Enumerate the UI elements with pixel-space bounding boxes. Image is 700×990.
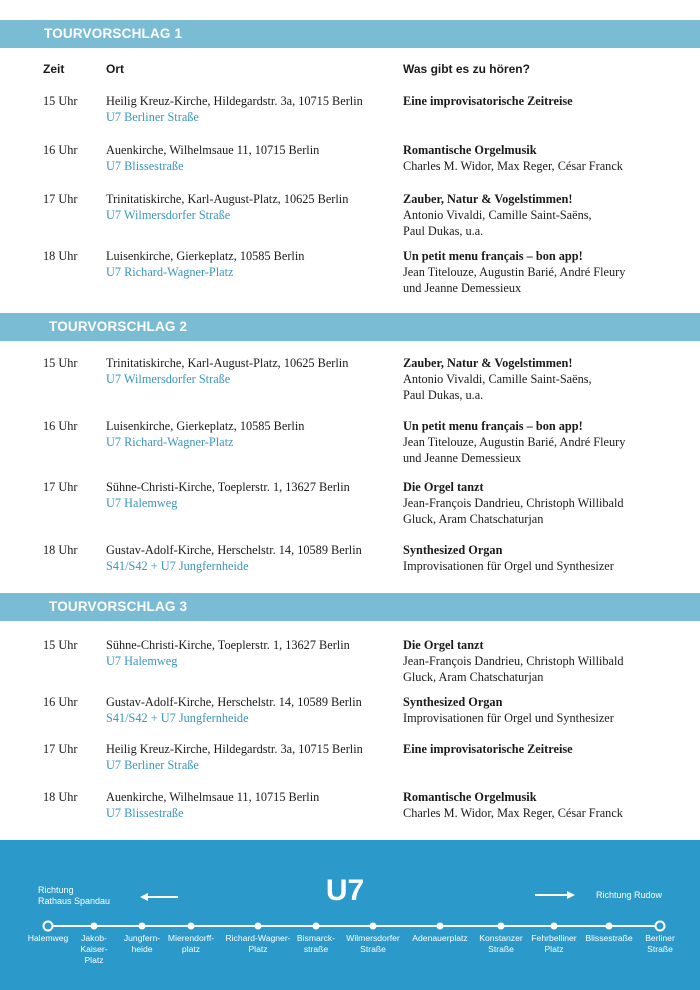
station-stop xyxy=(44,922,53,931)
row-program xyxy=(403,191,693,239)
program-title: Die Orgel tanzt xyxy=(403,638,484,652)
church-address: Trinitatiskirche, Karl-August-Platz, 10625 Berlin xyxy=(106,192,349,206)
tour-2-title: TOURVORSCHLAG 2 xyxy=(49,319,188,334)
row-program xyxy=(403,418,693,466)
row-location xyxy=(106,741,396,773)
station-stop xyxy=(139,923,146,930)
row-time: 16 Uhr xyxy=(43,419,78,433)
header-program: Was gibt es zu hören? xyxy=(403,62,530,76)
row-location xyxy=(106,418,396,450)
church-address: Luisenkirche, Gierkeplatz, 10585 Berlin xyxy=(106,419,305,433)
row-program xyxy=(403,741,693,757)
header-time: Zeit xyxy=(43,62,65,76)
row-location xyxy=(106,355,396,387)
row-program xyxy=(403,248,693,296)
station-label: Halemweg xyxy=(27,933,69,943)
program-composers: Jean Titelouze, Augustin Barié, André Fleury und Jeanne Demessieux xyxy=(403,435,626,465)
row-time: 17 Uhr xyxy=(43,192,78,206)
church-address: Sühne-Christi-Kirche, Toeplerstr. 1, 13627 Berlin xyxy=(106,480,350,494)
station-name: U7 Halemweg xyxy=(106,496,178,510)
program-title: Die Orgel tanzt xyxy=(403,480,484,494)
row-time: 17 Uhr xyxy=(43,480,78,494)
row-time: 17 Uhr xyxy=(43,742,78,756)
row-program xyxy=(403,637,693,685)
station-label: Fehrbelliner Platz xyxy=(531,933,577,954)
station-label: Jakob- Kaiser- Platz xyxy=(80,933,108,965)
station-name: U7 Blissestraße xyxy=(106,159,184,173)
station-name: U7 Blissestraße xyxy=(106,806,184,820)
station-name: U7 Berliner Straße xyxy=(106,110,199,124)
tour-3-title: TOURVORSCHLAG 3 xyxy=(49,599,188,614)
row-program xyxy=(403,355,693,403)
station-label: Bismarck- straße xyxy=(296,933,336,954)
row-time: 18 Uhr xyxy=(43,249,78,263)
program-title: Un petit menu français – bon app! xyxy=(403,419,583,433)
church-address: Trinitatiskirche, Karl-August-Platz, 10625 Berlin xyxy=(106,356,349,370)
row-time: 18 Uhr xyxy=(43,790,78,804)
station-stop xyxy=(313,923,320,930)
program-title: Synthesized Organ xyxy=(403,543,503,557)
station-stop xyxy=(255,923,262,930)
program-title: Eine improvisatorische Zeitreise xyxy=(403,742,573,756)
row-time: 16 Uhr xyxy=(43,695,78,709)
station-name: U7 Wilmersdorfer Straße xyxy=(106,372,231,386)
program-composers: Jean-François Dandrieu, Christoph Willibald Gluck, Aram Chatschaturjan xyxy=(403,654,624,684)
church-address: Auenkirche, Wilhelmsaue 11, 10715 Berlin xyxy=(106,143,320,157)
tour-2-banner xyxy=(0,313,700,341)
right-direction: Richtung Rudow xyxy=(596,890,663,900)
station-name: U7 Halemweg xyxy=(106,654,178,668)
row-time: 15 Uhr xyxy=(43,94,78,108)
program-title: Synthesized Organ xyxy=(403,695,503,709)
station-stop xyxy=(91,923,98,930)
station-name: S41/S42 + U7 Jungfernheide xyxy=(106,559,249,573)
row-location xyxy=(106,479,396,511)
station-stop xyxy=(370,923,377,930)
row-program xyxy=(403,142,693,174)
line-name: U7 xyxy=(325,874,365,907)
station-name: U7 Wilmersdorfer Straße xyxy=(106,208,231,222)
left-direction: Richtung Rathaus Spandau xyxy=(38,885,111,906)
row-program xyxy=(403,789,693,821)
line-track xyxy=(0,840,700,990)
row-location xyxy=(106,542,396,574)
station-stop xyxy=(551,923,558,930)
tour-1-title: TOURVORSCHLAG 1 xyxy=(44,26,183,41)
church-address: Gustav-Adolf-Kirche, Herschelstr. 14, 10589 Berlin xyxy=(106,543,362,557)
program-title: Romantische Orgelmusik xyxy=(403,790,537,804)
program-composers: Charles M. Widor, Max Reger, César Franck xyxy=(403,806,623,820)
program-title: Zauber, Natur & Vogelstimmen! xyxy=(403,192,573,206)
program-title: Eine improvisatorische Zeitreise xyxy=(403,94,573,108)
row-program xyxy=(403,694,693,726)
station-label: Berliner Straße xyxy=(645,933,675,954)
church-address: Gustav-Adolf-Kirche, Herschelstr. 14, 10589 Berlin xyxy=(106,695,362,709)
church-address: Heilig Kreuz-Kirche, Hildegardstr. 3a, 10715 Berlin xyxy=(106,94,363,108)
row-location xyxy=(106,694,396,726)
church-address: Heilig Kreuz-Kirche, Hildegardstr. 3a, 10715 Berlin xyxy=(106,742,363,756)
row-time: 15 Uhr xyxy=(43,356,78,370)
station-label: Konstanzer Straße xyxy=(479,933,523,954)
row-location xyxy=(106,789,396,821)
row-location xyxy=(106,191,396,223)
row-time: 15 Uhr xyxy=(43,638,78,652)
church-address: Luisenkirche, Gierkeplatz, 10585 Berlin xyxy=(106,249,305,263)
station-stop xyxy=(498,923,505,930)
station-stop xyxy=(606,923,613,930)
station-stop xyxy=(656,922,665,931)
row-time: 16 Uhr xyxy=(43,143,78,157)
header-location: Ort xyxy=(106,62,124,76)
row-location xyxy=(106,142,396,174)
program-title: Zauber, Natur & Vogelstimmen! xyxy=(403,356,573,370)
station-label: Richard-Wagner- Platz xyxy=(225,933,291,954)
station-name: U7 Berliner Straße xyxy=(106,758,199,772)
program-composers: Antonio Vivaldi, Camille Saint-Saëns, Paul Dukas, u.a. xyxy=(403,372,592,402)
station-name: U7 Richard-Wagner-Platz xyxy=(106,265,234,279)
church-address: Auenkirche, Wilhelmsaue 11, 10715 Berlin xyxy=(106,790,320,804)
station-label: Wilmersdorfer Straße xyxy=(346,933,400,954)
tour-3-banner xyxy=(0,593,700,621)
row-program xyxy=(403,93,693,109)
station-label: Jungfern- heide xyxy=(123,933,161,954)
program-composers: Antonio Vivaldi, Camille Saint-Saëns, Paul Dukas, u.a. xyxy=(403,208,592,238)
station-name: U7 Richard-Wagner-Platz xyxy=(106,435,234,449)
program-composers: Charles M. Widor, Max Reger, César Franck xyxy=(403,159,623,173)
station-stop xyxy=(188,923,195,930)
program-title: Romantische Orgelmusik xyxy=(403,143,537,157)
row-program xyxy=(403,479,693,527)
station-stop xyxy=(437,923,444,930)
church-address: Sühne-Christi-Kirche, Toeplerstr. 1, 13627 Berlin xyxy=(106,638,350,652)
station-label: Blissestraße xyxy=(585,933,633,943)
program-composers: Jean-François Dandrieu, Christoph Willibald Gluck, Aram Chatschaturjan xyxy=(403,496,624,526)
tour-1-banner xyxy=(0,20,700,48)
row-time: 18 Uhr xyxy=(43,543,78,557)
program-composers: Improvisationen für Orgel und Synthesizer xyxy=(403,559,614,573)
station-label: Mierendorff- platz xyxy=(167,933,215,954)
row-program xyxy=(403,542,693,574)
row-location xyxy=(106,637,396,669)
program-composers: Jean Titelouze, Augustin Barié, André Fleury und Jeanne Demessieux xyxy=(403,265,626,295)
station-name: S41/S42 + U7 Jungfernheide xyxy=(106,711,249,725)
row-location xyxy=(106,248,396,280)
station-label: Adenauerplatz xyxy=(412,933,468,943)
row-location xyxy=(106,93,396,125)
program-composers: Improvisationen für Orgel und Synthesizer xyxy=(403,711,614,725)
program-title: Un petit menu français – bon app! xyxy=(403,249,583,263)
u7-line-map xyxy=(0,840,700,990)
